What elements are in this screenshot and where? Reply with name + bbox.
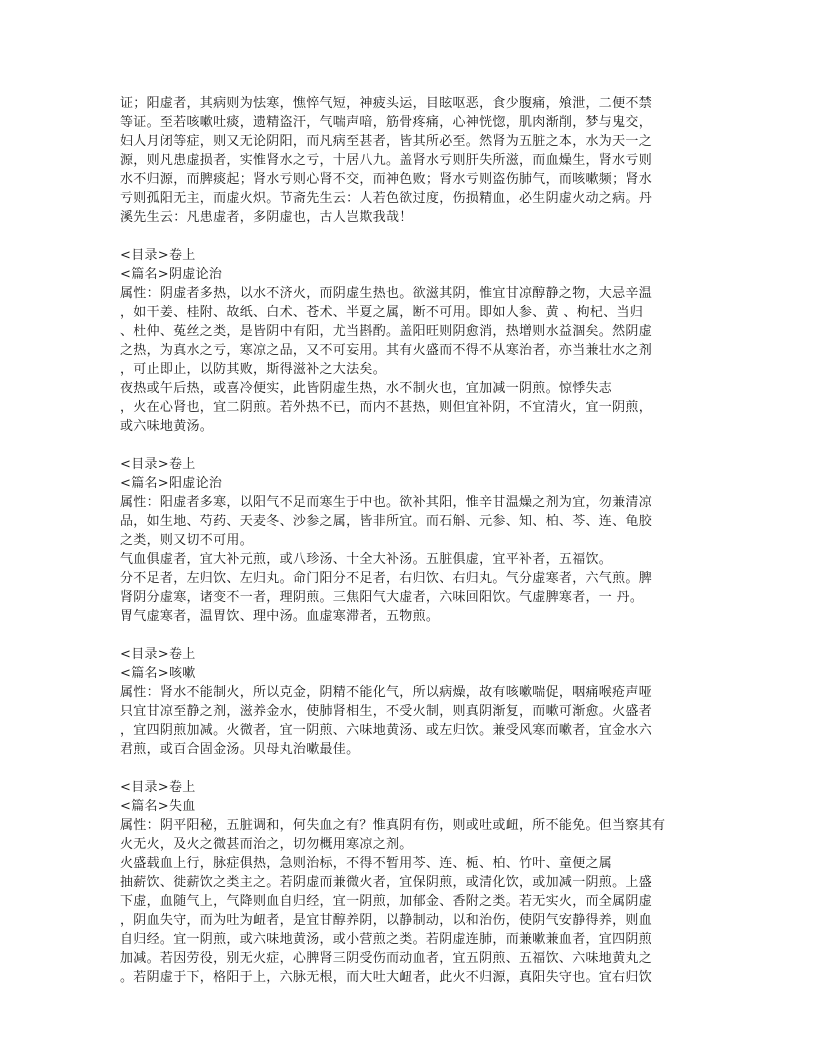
text-line: 加减。若因劳役，别无火症，心脾肾三阴受伤而动血者，宜五阴煎、五福饮、六味地黄丸之	[120, 951, 653, 966]
section-yinxu	[120, 246, 698, 436]
text-line: 属性：阳虚者多寒，以阳气不足而寒生于中也。欲补其阳，惟辛甘温燥之剂为宜，勿兼清凉	[120, 495, 653, 510]
text-line: ，宜四阴煎加减。火微者，宜一阴煎、六味地黄汤、或左归饮。兼受风寒而嗽者，宜金水六	[120, 723, 653, 738]
text-line: 只宜甘凉至静之剂，滋养金水，使肺肾相生，不受火制，则真阴渐复，而嗽可渐愈。火盛者	[120, 704, 653, 719]
text-line: 肾阴分虚寒，诸变不一者，理阴煎。三焦阳气大虚者，六味回阳饮。气虚脾寒者，一 丹。	[120, 590, 644, 605]
text-line: 亏则孤阳无主，而虚火炽。节斋先生云：人若色欲过度，伤损精血，必生阴虚火动之病。丹	[120, 191, 653, 206]
section-spacer	[120, 227, 698, 246]
text-line: 自归经。宜一阴煎，或六味地黄汤，或小营煎之类。若阴虚连肺，而兼嗽兼血者，宜四阴煎	[120, 932, 653, 947]
section-spacer	[120, 759, 698, 778]
chapter-title: <篇名>阳虚论治	[120, 476, 223, 491]
catalog-label: <目录>卷上	[120, 457, 196, 472]
catalog-label: <目录>卷上	[120, 647, 196, 662]
chapter-title: <篇名>阴虚论治	[120, 267, 223, 282]
text-line: 下虚，血随气上，气降则血自归经，宜一阴煎，加郁金、香附之类。若无实火，而全属阴虚	[120, 894, 653, 909]
text-line: 君煎，或百合固金汤。贝母丸治嗽最佳。	[120, 742, 360, 757]
section-spacer	[120, 626, 698, 645]
text-line: 等证。至若咳嗽吐痰，遗精盗汗，气喘声喑，筋骨疼痛，心神恍惚，肌肉渐削，梦与鬼交，	[120, 115, 653, 130]
text-line: 气血俱虚者，宜大补元煎，或八珍汤、十全大补汤。五脏俱虚，宜平补者，五福饮。	[120, 552, 613, 567]
section-spacer	[120, 436, 698, 455]
text-line: ，如干姜、桂附、故纸、白术、苍术、半夏之属，断不可用。即如人参、黄 、枸杞、当归	[120, 305, 644, 320]
text-line: 妇人月闭等症，则又无论阴阳，而凡病至甚者，皆其所必至。然肾为五脏之本，水为天一之	[120, 134, 653, 149]
catalog-label: <目录>卷上	[120, 780, 196, 795]
text-line: 品，如生地、芍药、天麦冬、沙参之属，皆非所宜。而石斛、元参、知、柏、芩、连、龟胶	[120, 514, 653, 529]
text-line: 之热，为真水之亏，寒凉之品，又不可妄用。其有火盛而不得不从寒治者，亦当兼壮水之剂	[120, 343, 653, 358]
text-line: 。若阴虚于下，格阳于上，六脉无根，而大吐大衄者，此火不归源，真阳失守也。宜右归饮	[120, 970, 653, 985]
text-line: 、杜仲、菟丝之类，是皆阴中有阳，尤当斟酌。盖阳旺则阴愈消，热增则水益涸矣。然阴虚	[120, 324, 653, 339]
text-line: 之类，则又切不可用。	[120, 533, 254, 548]
text-line: ，可止即止，以防其败，斯得滋补之大法矣。	[120, 362, 387, 377]
text-line: 或六味地黄汤。	[120, 419, 214, 434]
text-line: 火无火，及火之微甚而治之，切勿概用寒凉之剂。	[120, 837, 413, 852]
text-line: 证；阳虚者，其病则为怯寒，憔悴气短，神疲头运，目眩呕恶，食少腹痛，飧泄，二便不禁	[120, 96, 653, 111]
catalog-label: <目录>卷上	[120, 248, 196, 263]
section-yangxu	[120, 455, 698, 626]
text-line: 分不足者，左归饮、左归丸。命门阳分不足者，右归饮、右归丸。气分虚寒者，六气煎。脾	[120, 571, 653, 586]
text-line: 属性：肾水不能制火，所以克金，阴精不能化气，所以病燥，故有咳嗽喘促，咽痛喉疮声哑	[120, 685, 653, 700]
chapter-title: <篇名>失血	[120, 799, 196, 814]
text-line: 溪先生云：凡患虚者，多阴虚也，古人岂欺我哉！	[120, 210, 413, 225]
text-line: 火盛载血上行，脉症俱热，急则治标，不得不暂用芩、连、栀、柏、竹叶、童便之属	[120, 856, 613, 871]
text-line: 胃气虚寒者，温胃饮、理中汤。血虚寒滞者，五物煎。	[120, 609, 440, 624]
text-line: ，火在心肾也，宜二阴煎。若外热不已，而内不甚热，则但宜补阴，不宜清火，宜一阴煎，	[120, 400, 653, 415]
text-line: ，阴血失守，而为吐为衄者，是宜甘醇养阴，以静制动，以和治伤，使阴气安静得养，则血	[120, 913, 653, 928]
section-shixue	[120, 778, 698, 987]
text-line: 水不归源，而脾痰起；肾水亏则心肾不交，而神色败；肾水亏则盗伤肺气，而咳嗽频；肾水	[120, 172, 653, 187]
text-line: 抽薪饮、徙薪饮之类主之。若阴虚而兼微火者，宜保阴煎，或清化饮，或加减一阴煎。上盛	[120, 875, 653, 890]
chapter-title: <篇名>咳嗽	[120, 666, 196, 681]
intro-paragraph	[120, 94, 698, 227]
document-page	[120, 94, 698, 987]
text-line: 属性：阴平阳秘，五脏调和，何失血之有？惟真阴有伤，则或吐或衄，所不能免。但当察其有	[120, 818, 666, 833]
text-line: 属性：阴虚者多热，以水不济火，而阴虚生热也。欲滋其阴，惟宜甘凉醇静之物，大忌辛温	[120, 286, 653, 301]
section-kesou	[120, 645, 698, 759]
text-line: 源，则凡患虚损者，实惟肾水之亏，十居八九。盖肾水亏则肝失所滋，而血燥生，肾水亏则	[120, 153, 653, 168]
text-line: 夜热或午后热，或喜冷便实，此皆阴虚生热，水不制火也，宜加减一阴煎。惊悸失志	[120, 381, 613, 396]
